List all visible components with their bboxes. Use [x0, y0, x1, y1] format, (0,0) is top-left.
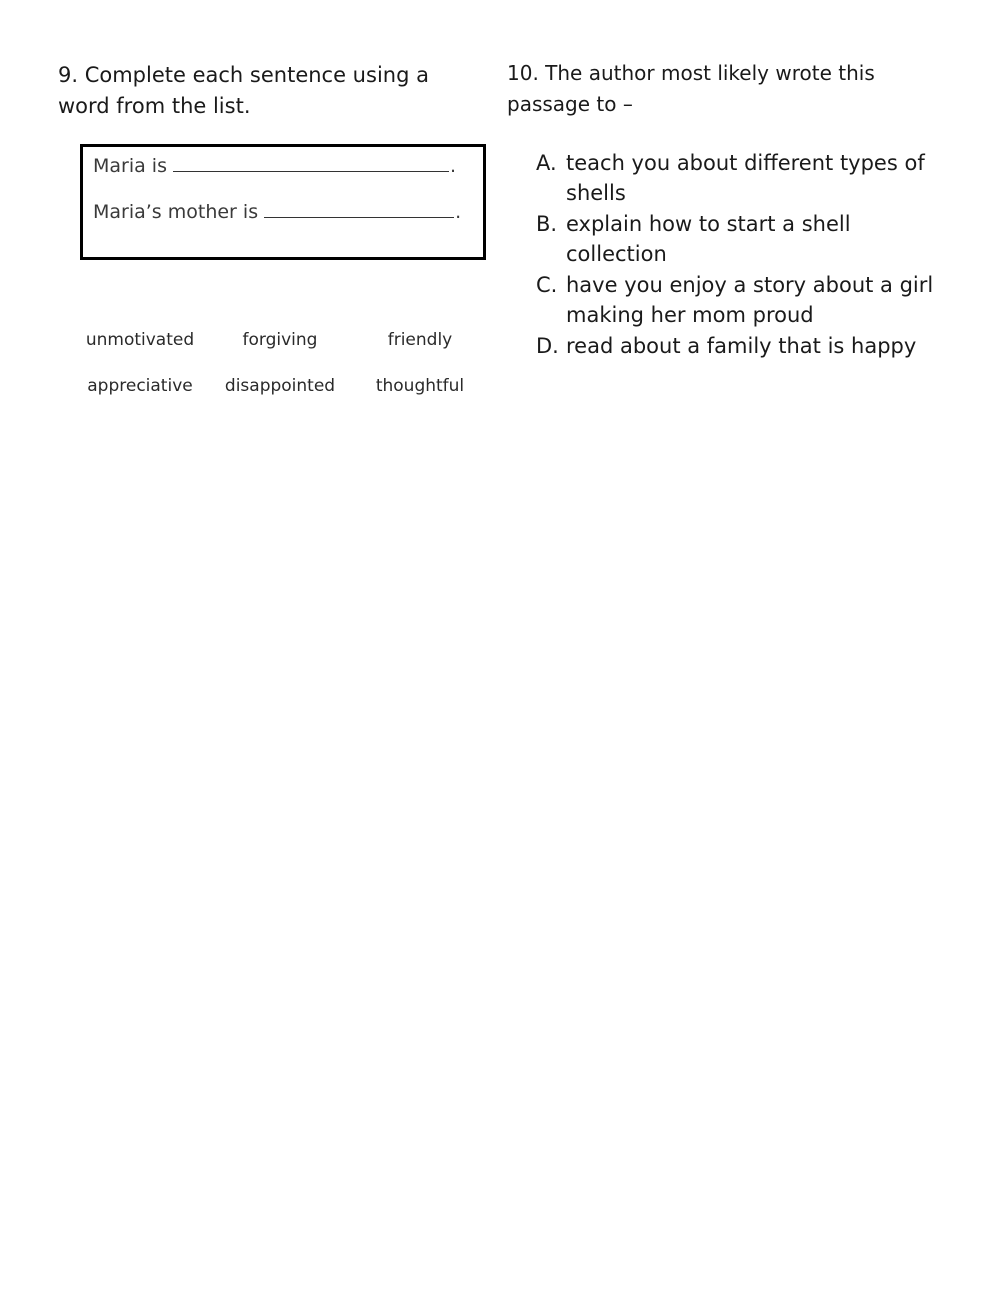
choice-letter: B.: [536, 212, 558, 236]
answer-choice-a[interactable]: [536, 148, 956, 208]
answer-choice-c[interactable]: [536, 270, 956, 330]
sentence-1-lead: Maria is: [93, 155, 167, 177]
word-bank-item[interactable]: thoughtful: [375, 376, 465, 396]
word-bank-item[interactable]: forgiving: [242, 330, 318, 350]
sentence-1-period: .: [450, 155, 457, 177]
sentence-1: [93, 153, 456, 177]
sentence-1-blank[interactable]: [173, 153, 449, 172]
choice-letter: A.: [536, 151, 557, 175]
answer-choice-d[interactable]: [536, 331, 956, 361]
answer-choice-b[interactable]: [536, 209, 956, 269]
choice-letter: D.: [536, 334, 559, 358]
choice-text: read about a family that is happy: [566, 334, 917, 358]
word-bank: [70, 330, 490, 396]
word-bank-item[interactable]: unmotivated: [85, 330, 195, 350]
word-bank-item[interactable]: friendly: [387, 330, 453, 350]
sentence-completion-box: [80, 144, 486, 260]
word-bank-item[interactable]: disappointed: [224, 376, 336, 396]
choice-text: teach you about different types of shells: [566, 151, 925, 205]
sentence-2-lead: Maria’s mother is: [93, 201, 259, 223]
sentence-2-blank[interactable]: [264, 199, 454, 218]
question-9-prompt: 9. Complete each sentence using a word from the list.: [58, 63, 429, 118]
word-bank-item[interactable]: appreciative: [87, 376, 193, 396]
choice-text: have you enjoy a story about a girl making her mom proud: [566, 273, 934, 327]
answer-choices: [536, 148, 956, 362]
choice-letter: C.: [536, 273, 558, 297]
choice-text: explain how to start a shell collection: [566, 212, 851, 266]
sentence-2-period: .: [455, 201, 462, 223]
sentence-2: [93, 199, 461, 223]
question-10-prompt: 10. The author most likely wrote this passage to –: [507, 61, 875, 116]
